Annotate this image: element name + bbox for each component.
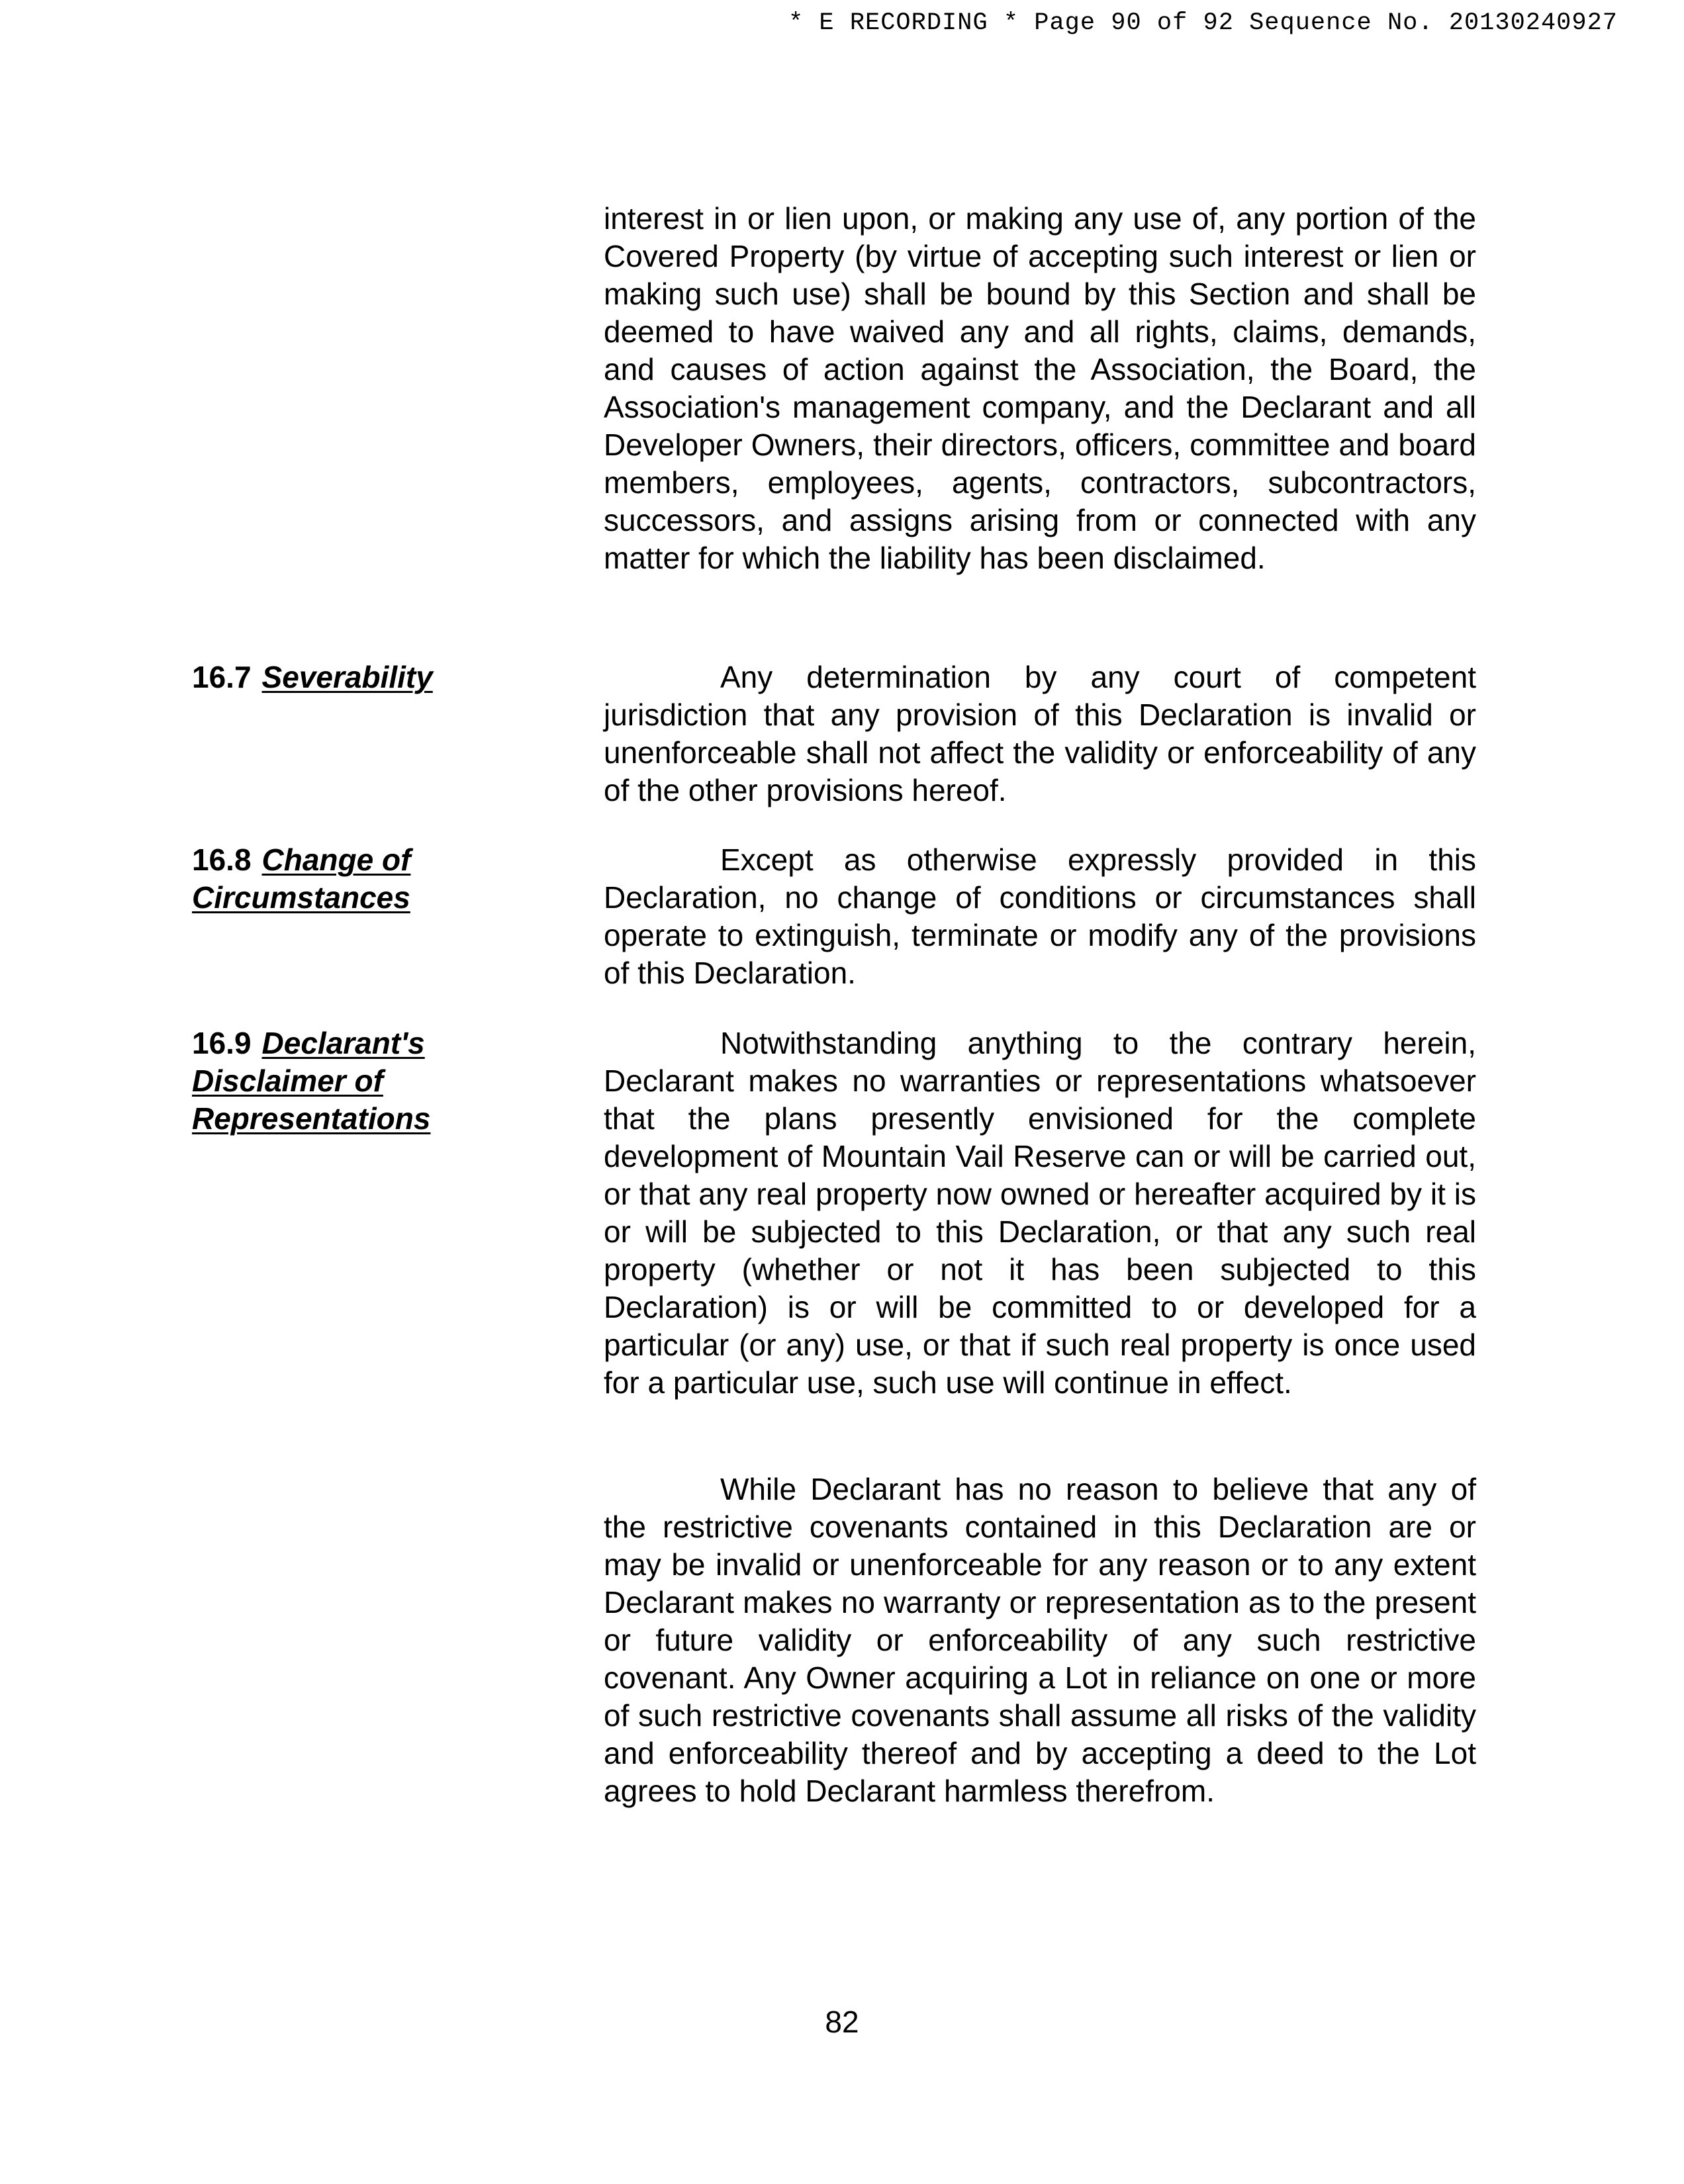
section-heading-16-7 xyxy=(192,659,536,696)
section-title: Change of Circumstances xyxy=(192,842,411,915)
section-16-8-paragraph: Except as otherwise expressly provided in this Declaration, no change of conditions or circumstances shall operate to extinguish, terminate or modify any of the provisions of this Declaration. xyxy=(604,842,1476,990)
section-number: 16.8 xyxy=(192,842,252,877)
section-title: Severability xyxy=(261,660,433,694)
section-title: Declarant's Disclaimer of Representations xyxy=(192,1026,431,1136)
section-number: 16.7 xyxy=(192,660,252,694)
section-number: 16.9 xyxy=(192,1026,252,1060)
section-16-9-paragraph-2: While Declarant has no reason to believe that any of the restrictive covenants contained in this Declaration are or may be invalid or unenforceable for any reason or to any extent Declarant makes no warranty or representation as to the present or future validity or enforceability of any such restrictive covenant. Any Owner acquiring a Lot in reliance on one or more of such restrictive covenants shall assume all risks of the validity and enforceability thereof and by accepting a deed to the Lot agrees to hold Declarant harmless therefrom. xyxy=(604,1472,1476,1808)
section-heading-16-8 xyxy=(192,841,536,917)
section-heading-16-9 xyxy=(192,1024,503,1138)
section-16-9-paragraph-1: Notwithstanding anything to the contrary herein, Declarant makes no warranties or representations whatsoever that the plans presently envisioned for the complete development of Mountain Vail Reserve can or will be carried out, or that any real property now owned or hereafter acquired by it is or will be subjected to this Declaration, or that any such real property (whether or not it has been subjected to this Declaration) is or will be committed to or developed for a particular (or any) use, or that if such real property is once used for a particular use, such use will continue in effect. xyxy=(604,1026,1476,1400)
continuation-paragraph: interest in or lien upon, or making any use of, any portion of the Covered Property (by virtue of accepting such interest or lien or making such use) shall be bound by this Section and shall be deemed to have waived any and all rights, claims, demands, and causes of action against the Association, the Board, the Association's management company, and the Declarant and all Developer Owners, their directors, officers, committee and board members, employees, agents, contractors, subcontractors, successors, and assigns arising from or connected with any matter for which the liability has been disclaimed. xyxy=(604,201,1476,575)
section-16-7-paragraph: Any determination by any court of competent jurisdiction that any provision of this Declaration is invalid or unenforceable shall not affect the validity or enforceability of any of the other provisions hereof. xyxy=(604,660,1476,807)
recording-header: * E RECORDING * Page 90 of 92 Sequence No. 20130240927 xyxy=(788,9,1618,37)
page-number: 82 xyxy=(825,2005,859,2039)
